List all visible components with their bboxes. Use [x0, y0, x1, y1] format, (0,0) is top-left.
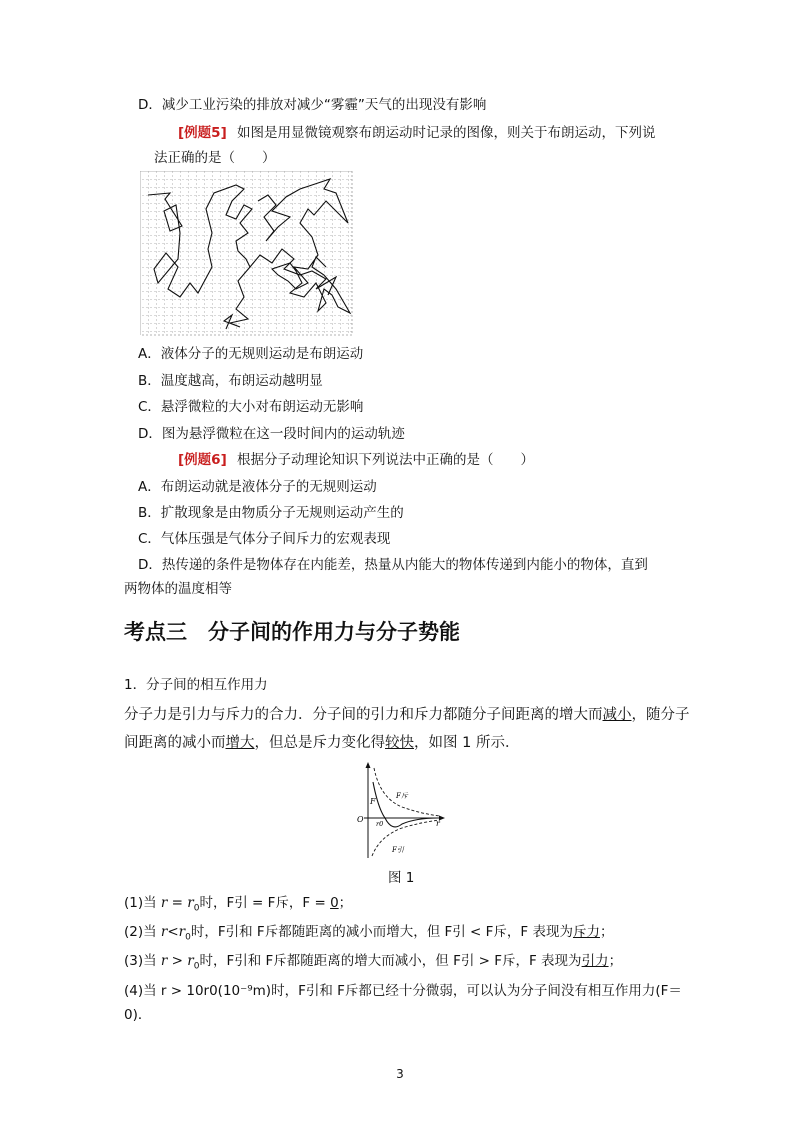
origin-label: O — [357, 815, 364, 824]
brownian-motion-figure — [140, 171, 354, 336]
example5-tag: [例题5] — [178, 125, 227, 141]
condition-4-continued: 0)． — [124, 1007, 152, 1023]
example5-option-a: A．液体分子的无规则运动是布朗运动 — [138, 346, 364, 362]
section-heading: 考点三 分子间的作用力与分子势能 — [124, 620, 460, 644]
condition-1: (1)当 $r = r_0$时，F引 = F斥，F = 0； — [124, 895, 353, 914]
example6-option-b: B．扩散现象是由物质分子无规则运动产生的 — [138, 505, 404, 521]
example6-option-d: D．热传递的条件是物体存在内能差，热量从内能大的物体传递到内能小的物体，直到 — [138, 557, 648, 573]
example6-option-d-continued: 两物体的温度相等 — [124, 581, 232, 597]
condition-3: (3)当 $r > r_0$时，F引和 F斥都随距离的增大而减小，但 F引 > F斥，F 表现为引力； — [124, 953, 623, 972]
r0-label: r0 — [376, 820, 384, 828]
paragraph-line1: 分子力是引力与斥力的合力．分子间的引力和斥力都随分子间距离的增大而减小，随分子 — [124, 707, 690, 723]
blank-answer-decrease: 减小 — [602, 707, 632, 723]
repulsive-force-label: F斥 — [396, 792, 408, 800]
figure1-caption: 图 1 — [388, 870, 415, 886]
example5-question-line1: [例题5] 如图是用显微镜观察布朗运动时记录的图像，则关于布朗运动，下列说 — [178, 125, 656, 141]
blank-answer-attraction: 引力 — [581, 953, 609, 969]
prev-option-d: D．减少工业污染的排放对减少“雾霾”天气的出现没有影响 — [138, 97, 487, 113]
blank-answer-increase: 增大 — [225, 735, 255, 751]
example5-option-c: C．悬浮微粒的大小对布朗运动无影响 — [138, 399, 364, 415]
example6-tag: [例题6] — [178, 452, 227, 468]
molecular-force-figure — [350, 760, 450, 860]
example6-option-a: A．布朗运动就是液体分子的无规则运动 — [138, 479, 377, 495]
blank-answer-repulsion: 斥力 — [572, 924, 600, 940]
example6-option-c: C．气体压强是气体分子间斥力的宏观表现 — [138, 531, 391, 547]
page-number: 3 — [396, 1067, 404, 1081]
example5-option-d: D．图为悬浮微粒在这一段时间内的运动轨迹 — [138, 426, 405, 442]
net-force-label: F — [370, 797, 376, 806]
grid-background — [140, 171, 352, 335]
y-axis-arrow — [366, 762, 371, 768]
blank-answer-zero: 0 — [330, 895, 339, 911]
example6-question: [例题6] 根据分子动理论知识下列说法中正确的是（ ） — [178, 452, 535, 468]
condition-4: (4)当 r > 10r0(10⁻⁹m)时，F引和 F斥都已经十分微弱，可以认为分子间没有相互作用力(F＝ — [124, 983, 682, 999]
example5-option-b: B．温度越高，布朗运动越明显 — [138, 373, 323, 389]
condition-2: (2)当 $r<r_0$时，F引和 F斥都随距离的减小而增大，但 F引 < F斥，F 表现为斥力； — [124, 924, 614, 943]
paragraph-line2: 间距离的减小而增大，但总是斥力变化得较快，如图 1 所示． — [124, 735, 520, 751]
attractive-force-label: F引 — [392, 846, 404, 854]
r-label: r — [436, 819, 440, 828]
blank-answer-faster: 较快 — [385, 735, 414, 751]
example5-question-line2: 法正确的是（ ） — [154, 150, 276, 166]
subsection-title: 1．分子间的相互作用力 — [124, 677, 268, 693]
